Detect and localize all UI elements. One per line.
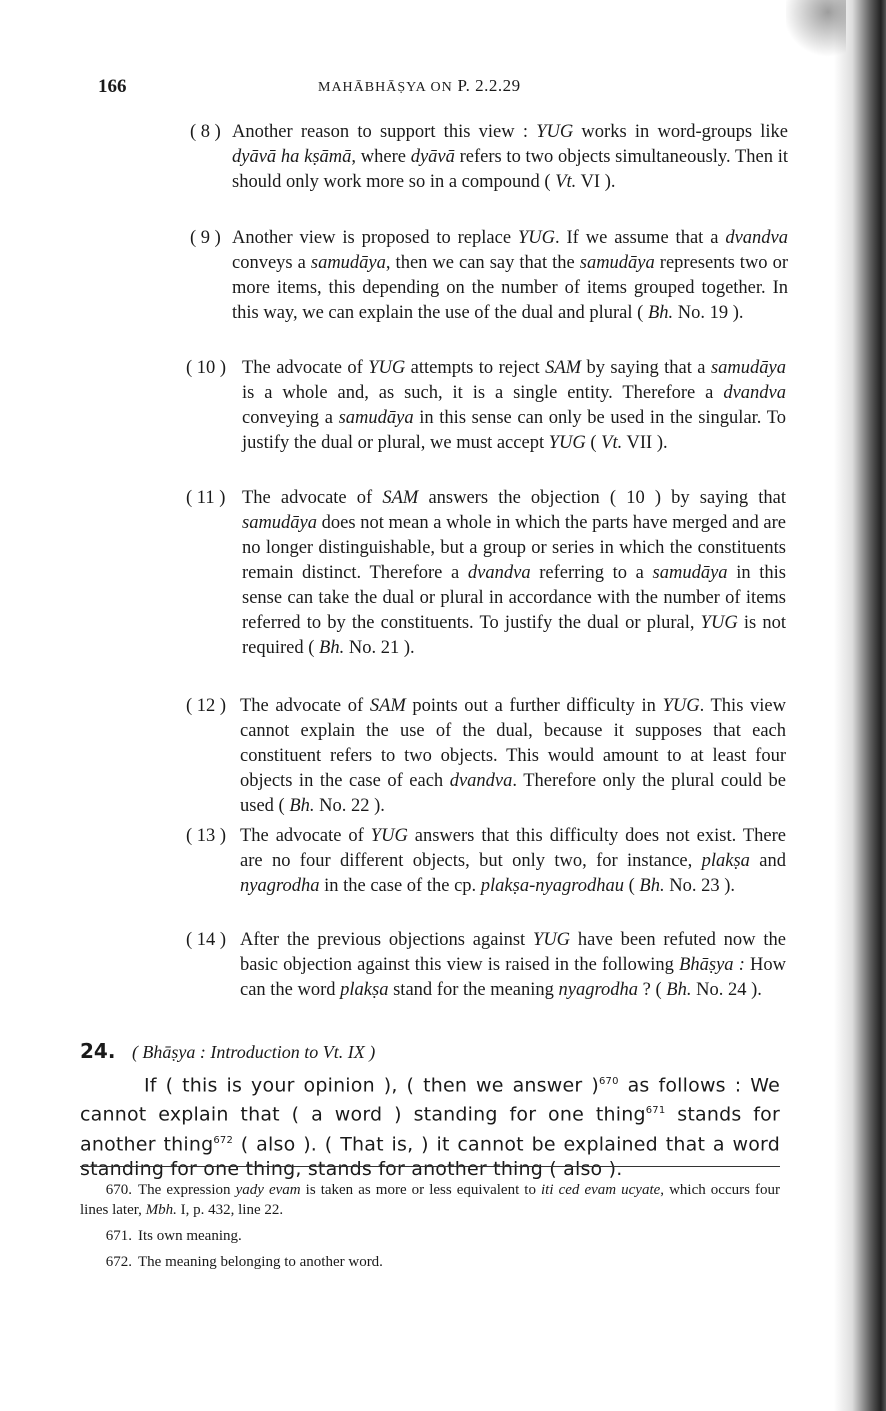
footnote-text: Its own meaning. bbox=[138, 1228, 242, 1244]
item-body: The advocate of SAM points out a further difficulty in YUG. This view cannot explain the use of the dual, because it supposes that each constituent refers to two objects. This would amount to at least four objects in the case of each dvandva. Therefore only the plural could be used ( Bh. No. 22 ). bbox=[240, 696, 786, 816]
section-heading bbox=[80, 1038, 780, 1065]
item-number: ( 9 ) bbox=[190, 228, 221, 248]
footnote-text: The meaning belonging to another word. bbox=[138, 1254, 383, 1270]
item-number: ( 13 ) bbox=[186, 826, 227, 846]
running-title bbox=[318, 76, 521, 96]
footnote-text: The expression yady evam is taken as more or less equivalent to iti ced evam ucyate, which occurs four lines later, Mbh. I, p. 432, line 22. bbox=[80, 1182, 780, 1218]
footnotes bbox=[80, 1180, 780, 1278]
bhasya-section bbox=[80, 1038, 780, 1182]
item-number: ( 11 ) bbox=[186, 488, 226, 508]
footnote-670 bbox=[80, 1180, 780, 1220]
running-title-prefix: MAHĀBHĀṢYA ON bbox=[318, 80, 453, 95]
footnote-number: 671. bbox=[105, 1228, 132, 1244]
section-title: ( Bhāṣya : Introduction to Vt. IX ) bbox=[131, 1042, 376, 1062]
item-number: ( 12 ) bbox=[186, 696, 227, 716]
item-body: The advocate of SAM answers the objection ( 10 ) by saying that samudāya does not mean a whole in which the parts have merged and are no longer distinguishable, but a group or series in which the constituents remain distinct. Therefore a dvandva referring to a samudāya in this sense can take the dual or plural in accordance with the number of items referred to by the constituents. To justify the dual or plural, YUG is not required ( Bh. No. 21 ). bbox=[242, 488, 786, 658]
item-body: The advocate of YUG answers that this difficulty does not exist. There are no four different objects, but only two, for instance, plakṣa and nyagrodha in the case of the cp. plakṣa-nyagrodhau ( Bh. No. 23 ). bbox=[240, 826, 786, 896]
item-body: After the previous objections against YUG have been refuted now the basic objection against this view is raised in the following Bhāṣya : How can the word plakṣa stand for the meaning nyagrodha ? ( Bh. No. 24 ). bbox=[240, 930, 786, 1000]
section-number: 24. bbox=[80, 1039, 116, 1063]
item-body: Another reason to support this view : YUG works in word-groups like dyāvā ha kṣāmā, where dyāvā refers to two objects simultaneously. Then it should only work more so in a compound ( Vt. VI ). bbox=[232, 122, 789, 192]
scan-speck bbox=[786, 0, 846, 60]
footnote-671 bbox=[80, 1226, 780, 1246]
item-body: Another view is proposed to replace YUG. If we assume that a dvandva conveys a samudāya, then we can say that the samudāya represents two or more items, this depending on the number of items grouped together. In this way, we can explain the use of the dual and plural ( Bh. No. 19 ). bbox=[232, 228, 789, 323]
footnote-672 bbox=[80, 1252, 780, 1272]
scanned-page-edge bbox=[834, 0, 886, 1411]
page-number: 166 bbox=[98, 76, 127, 97]
running-title-ref: P. 2.2.29 bbox=[457, 76, 521, 95]
item-number: ( 8 ) bbox=[190, 122, 221, 142]
item-number: ( 10 ) bbox=[186, 358, 227, 378]
translation-text: If ( this is your opinion ), ( then we answer )$^{670}$ as follows : We cannot explain that ( a word ) standing for one thing$^{671}$ stands for another thing$^{672}$ ( also ). ( That is, ) it cannot be explained that a word standing for one thing, stands for another thing ( also ). bbox=[80, 1074, 780, 1180]
footnote-number: 672. bbox=[105, 1254, 132, 1270]
item-body: The advocate of YUG attempts to reject SAM by saying that a samudāya is a whole and, as such, it is a single entity. Therefore a dvandva conveying a samudāya in this sense can only be used in the singular. To justify the dual or plural, we must accept YUG ( Vt. VII ). bbox=[242, 358, 786, 453]
page-header bbox=[98, 76, 788, 102]
footnote-rule bbox=[80, 1166, 780, 1167]
item-number: ( 14 ) bbox=[186, 930, 227, 950]
footnote-number: 670. bbox=[105, 1182, 132, 1198]
